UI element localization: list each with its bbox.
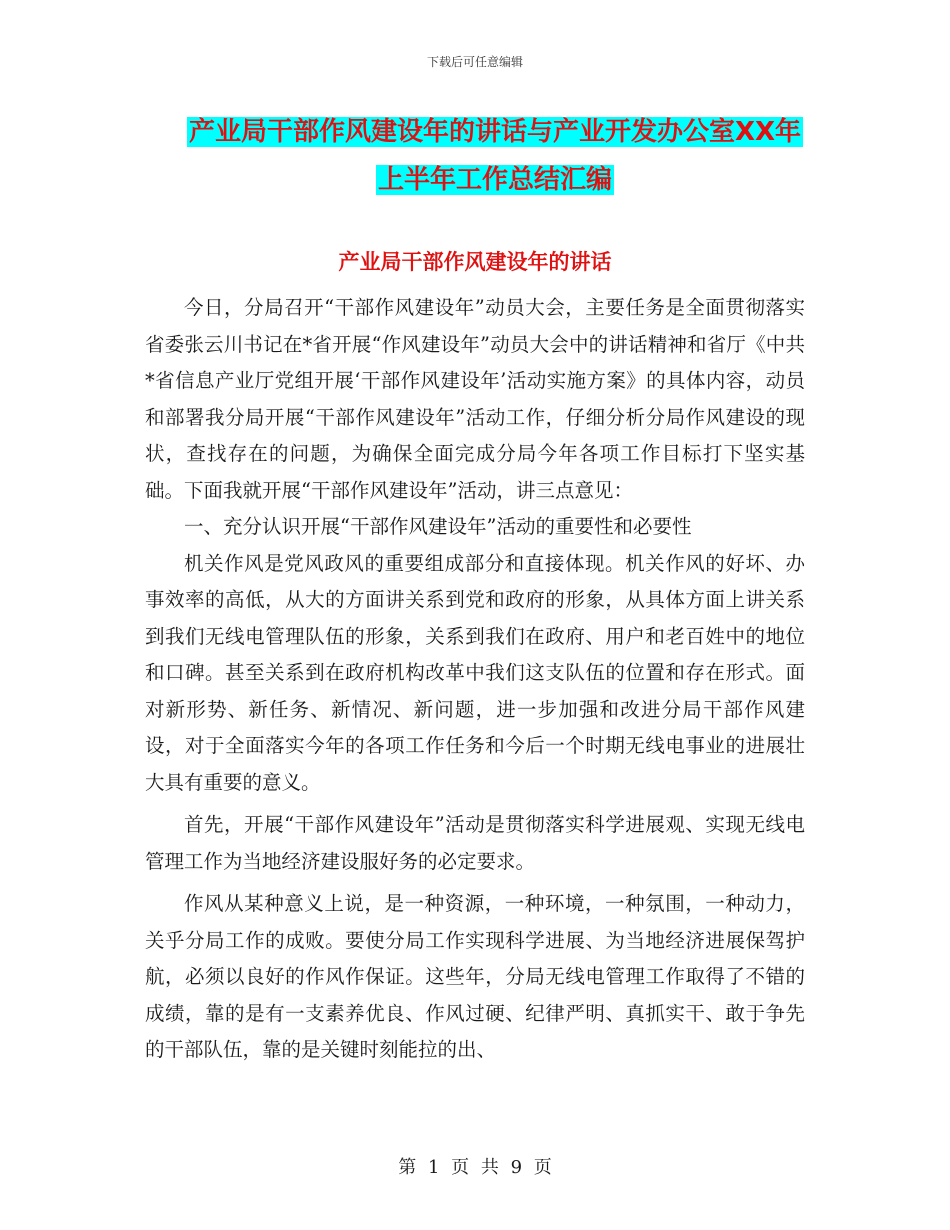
- document-title: [120, 108, 870, 204]
- paragraph: 作风从某种意义上说，是一种资源，一种环境，一种氛围，一种动力，关乎分局工作的成败。要使分局工作实现科学进展、为当地经济进展保驾护航，必须以良好的作风作保证。这些年，分局无线电管理工作取得了不错的成绩，靠的是有一支素养优良、作风过硬、纪律严明、真抓实干、敢于争先的干部队伍，靠的是关键时刻能拉的出、: [145, 892, 805, 1061]
- section-heading: 产业局干部作风建设年的讲话: [338, 250, 612, 274]
- paragraph: 首先，开展“干部作风建设年”活动是贯彻落实科学进展观、实现无线电管理工作为当地经济建设服好务的必定要求。: [145, 813, 805, 873]
- paragraph: 机关作风是党风政风的重要组成部分和直接体现。机关作风的好坏、办事效率的高低，从大的方面讲关系到党和政府的形象，从具体方面上讲关系到我们无线电管理队伍的形象，关系到我们在政府、用户和老百姓中的地位和口碑。甚至关系到在政府机构改革中我们这支队伍的位置和存在形式。面对新形势、新任务、新情况、新问题，进一步加强和改进分局干部作风建设，对于全面落实今年的各项工作任务和今后一个时期无线电事业的进展壮大具有重要的意义。: [145, 551, 805, 794]
- document-title-line2: 上半年工作总结汇编: [377, 165, 612, 195]
- page-number: 第 1 页 共 9 页: [398, 1157, 552, 1178]
- document-body: [145, 290, 805, 1069]
- header-note: 下载后可任意编辑: [426, 55, 523, 69]
- paragraph: 今日，分局召开“干部作风建设年”动员大会，主要任务是全面贯彻落实省委张云川书记在*省开展“作风建设年”动员大会中的讲话精神和省厅《中共*省信息产业厅党组开展‘干部作风建设年’活动实施方案》的具体内容，动员和部署我分局开展“干部作风建设年”活动工作，仔细分析分局作风建设的现状，查找存在的问题，为确保全面完成分局今年各项工作目标打下坚实基础。下面我就开展“干部作风建设年”活动，讲三点意见：: [145, 296, 805, 502]
- document-title-line1: 产业局干部作风建设年的讲话与产业开发办公室XX年: [188, 117, 802, 147]
- paragraph: 一、充分认识开展“干部作风建设年”活动的重要性和必要性: [184, 515, 692, 538]
